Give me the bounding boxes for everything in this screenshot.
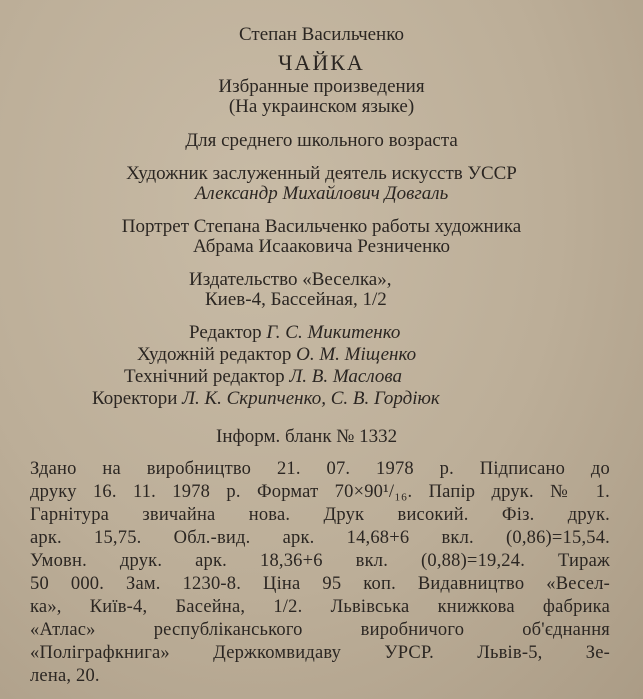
book-title: ЧАЙКА xyxy=(278,50,365,75)
art-editor-credit xyxy=(137,344,416,366)
publisher-line1: Издательство «Веселка», xyxy=(189,269,392,290)
proofreaders-credit xyxy=(92,388,440,410)
proofreaders-role: Коректори xyxy=(92,388,178,409)
imprint-line: лена, 20. xyxy=(30,666,100,686)
imprint-line: «Атлас» республіканського виробничого об'єднання xyxy=(30,620,610,640)
imprint-line: Гарнітура звичайна нова. Друк високий. Фіз. друк. xyxy=(30,505,610,525)
language-note: (На украинском языке) xyxy=(228,96,415,117)
tech-editor-name: Л. В. Маслова xyxy=(289,366,402,387)
editor-credit xyxy=(189,322,400,344)
editor-role: Редактор xyxy=(189,322,262,343)
imprint-line: Здано на виробництво 21. 07. 1978 р. Підписано до xyxy=(30,459,610,479)
art-editor-name: О. М. Міщенко xyxy=(296,344,417,365)
tech-editor-credit xyxy=(124,366,402,388)
author-name: Степан Васильченко xyxy=(238,24,404,45)
illustrator-role: Художник заслуженный деятель искусств УССР xyxy=(126,163,517,184)
portrait-credit-line1: Портрет Степана Васильченко работы художника xyxy=(121,216,522,237)
publisher-line2: Киев-4, Бассейная, 1/2 xyxy=(205,289,387,310)
illustrator-name: Александр Михайлович Довгаль xyxy=(194,183,449,204)
tech-editor-role: Технічний редактор xyxy=(124,366,285,387)
subtitle: Избранные произведения xyxy=(218,76,425,97)
imprint-line: «Поліграфкнига» Держкомвидаву УРСР. Львів-5, Зе- xyxy=(30,643,610,663)
audience-note: Для среднего школьного возраста xyxy=(185,130,458,151)
imprint-line: Умовн. друк. арк. 18,36+6 вкл. (0,88)=19,24. Тираж xyxy=(30,551,610,571)
art-editor-role: Художній редактор xyxy=(137,344,292,365)
imprint-line: арк. 15,75. Обл.-вид. арк. 14,68+6 вкл. (0,86)=15,54. xyxy=(30,528,610,548)
imprint-line: 50 000. Зам. 1230-8. Ціна 95 коп. Видавництво «Весел- xyxy=(30,574,610,594)
imprint-line: друку 16. 11. 1978 р. Формат 70×90¹/₁₆. Папір друк. № 1. xyxy=(30,482,610,502)
imprint-details xyxy=(30,458,610,688)
editor-name: Г. С. Микитенко xyxy=(266,322,401,343)
imprint-line: ка», Київ-4, Басейна, 1/2. Львівська книжкова фабрика xyxy=(30,597,610,617)
inform-blank-number: Інформ. бланк № 1332 xyxy=(216,426,398,447)
portrait-credit-line2: Абрама Исааковича Резниченко xyxy=(192,236,451,257)
proofreaders-names: Л. К. Скрипченко, С. В. Гордіюк xyxy=(182,388,440,409)
